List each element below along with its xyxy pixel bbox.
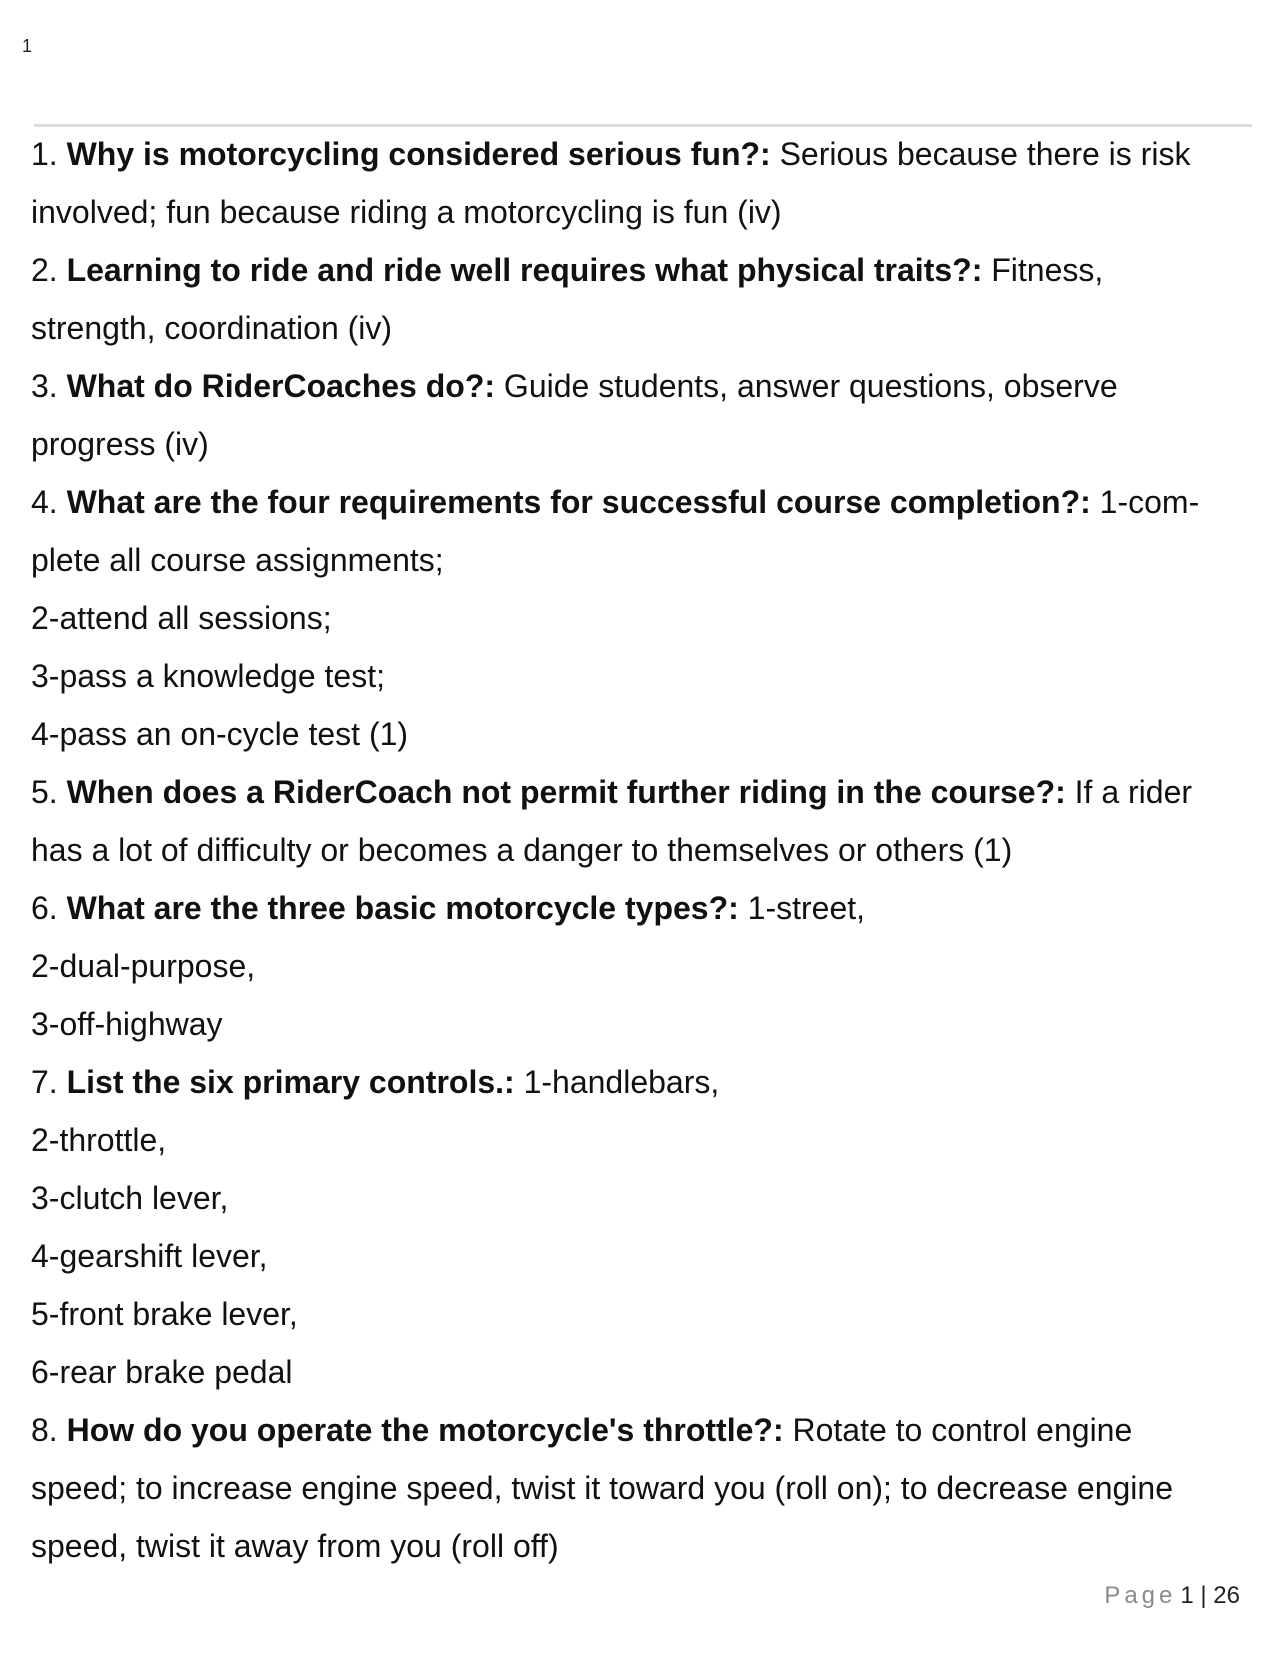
question-text: List the six primary controls.:	[66, 1064, 515, 1100]
flashcard-item	[31, 1401, 1256, 1575]
answer-line: has a lot of difficulty or becomes a danger to themselves or others (1)	[31, 832, 1013, 868]
item-number: 8.	[31, 1412, 58, 1448]
answer-text: 1-street,	[738, 890, 866, 926]
answer-text: Fitness,	[982, 252, 1104, 288]
question-text: Learning to ride and ride well requires what physical traits?:	[66, 252, 983, 288]
answer-line: speed, twist it away from you (roll off)	[31, 1528, 559, 1564]
question-text: What are the four requirements for successful course completion?:	[66, 484, 1091, 520]
question-text: Why is motorcycling considered serious fun?:	[66, 136, 771, 172]
answer-text: Rotate to control engine	[783, 1412, 1133, 1448]
item-number: 5.	[31, 774, 58, 810]
answer-line: 3-pass a knowledge test;	[31, 658, 385, 694]
flashcard-list	[31, 125, 1256, 1575]
flashcard-item	[31, 473, 1256, 763]
item-number: 3.	[31, 368, 58, 404]
page-footer	[1104, 1582, 1240, 1610]
item-number: 6.	[31, 890, 58, 926]
answer-line: 4-pass an on-cycle test (1)	[31, 716, 409, 752]
page-corner-number: 1	[22, 36, 33, 56]
answer-line: 3-off-highway	[31, 1006, 223, 1042]
answer-line: 4-gearshift lever,	[31, 1238, 268, 1274]
answer-line: 2-throttle,	[31, 1122, 167, 1158]
page-number: 1 | 26	[1180, 1582, 1240, 1609]
answer-text: Guide students, answer questions, observe	[495, 368, 1118, 404]
answer-line: 3-clutch lever,	[31, 1180, 229, 1216]
item-number: 1.	[31, 136, 58, 172]
answer-line: speed; to increase engine speed, twist it toward you (roll on); to decrease engine	[31, 1470, 1173, 1506]
page-label: Page	[1104, 1582, 1177, 1609]
answer-line: plete all course assignments;	[31, 542, 444, 578]
item-number: 7.	[31, 1064, 58, 1100]
question-text: What are the three basic motorcycle types?:	[66, 890, 739, 926]
flashcard-item	[31, 763, 1256, 879]
question-text: What do RiderCoaches do?:	[66, 368, 496, 404]
answer-text: 1-com-	[1090, 484, 1200, 520]
answer-line: 5-front brake lever,	[31, 1296, 298, 1332]
answer-line: progress (iv)	[31, 426, 209, 462]
flashcard-item	[31, 1053, 1256, 1401]
answer-line: 6-rear brake pedal	[31, 1354, 293, 1390]
answer-text: Serious because there is risk	[770, 136, 1191, 172]
item-number: 4.	[31, 484, 58, 520]
answer-text: 1-handlebars,	[514, 1064, 720, 1100]
answer-line: 2-dual-purpose,	[31, 948, 256, 984]
item-number: 2.	[31, 252, 58, 288]
answer-line: involved; fun because riding a motorcycling is fun (iv)	[31, 194, 782, 230]
question-text: How do you operate the motorcycle's throttle?:	[66, 1412, 784, 1448]
answer-line: strength, coordination (iv)	[31, 310, 393, 346]
flashcard-item	[31, 241, 1256, 357]
flashcard-item	[31, 125, 1256, 241]
question-text: When does a RiderCoach not permit further riding in the course?:	[66, 774, 1066, 810]
flashcard-item	[31, 879, 1256, 1053]
answer-text: If a rider	[1065, 774, 1193, 810]
flashcard-item	[31, 357, 1256, 473]
answer-line: 2-attend all sessions;	[31, 600, 332, 636]
